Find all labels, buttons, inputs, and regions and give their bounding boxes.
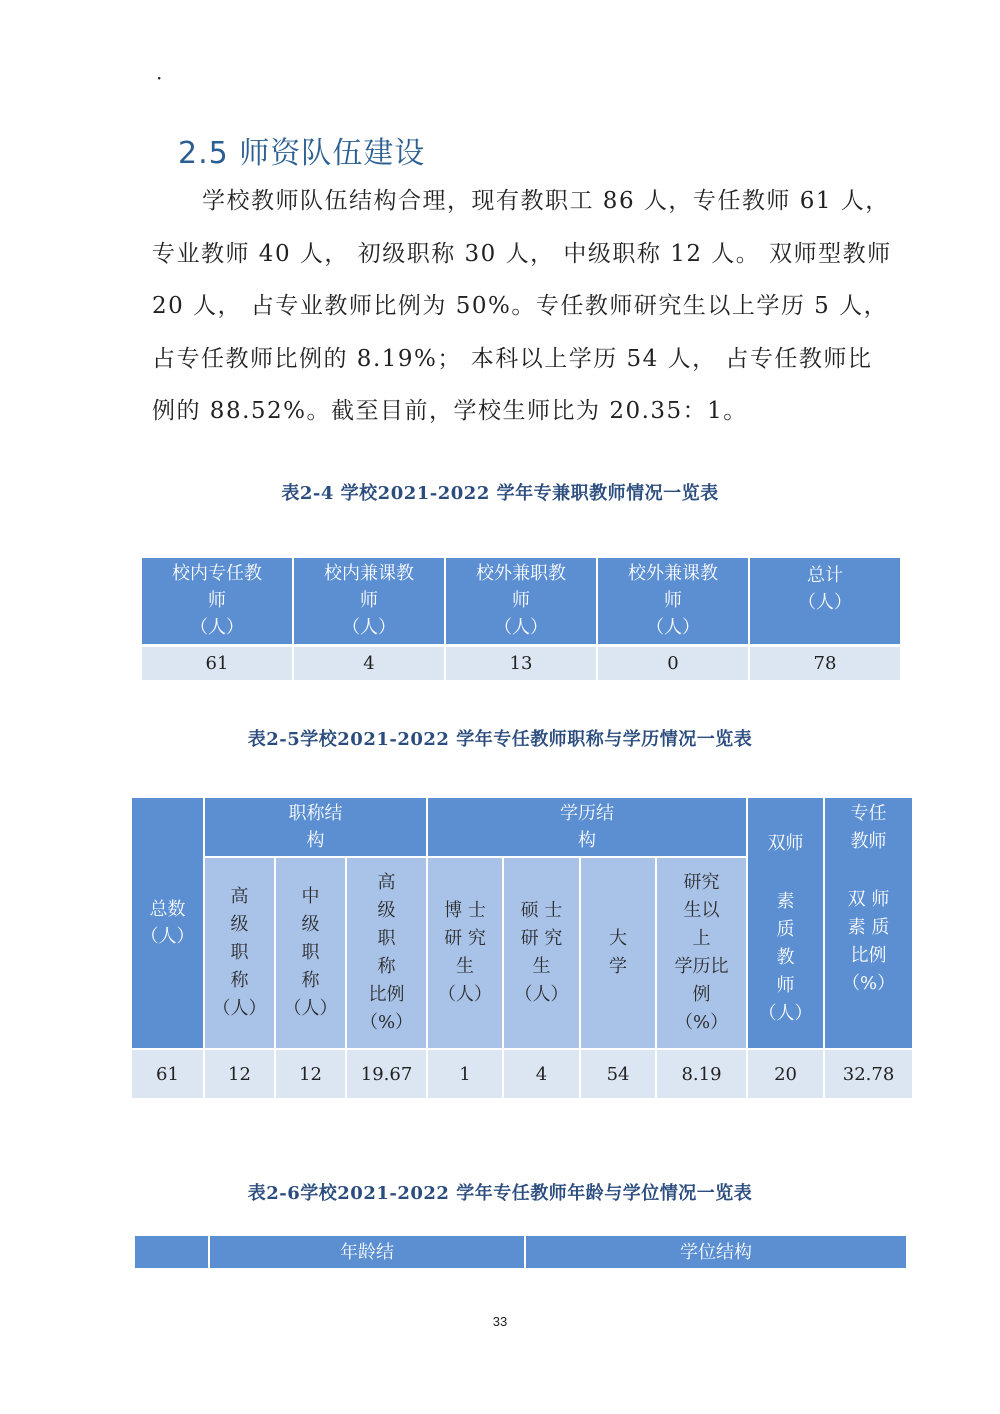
table-2-4 (140, 556, 902, 683)
page-number: 33 (492, 1314, 508, 1329)
table-2-5-caption: 表2-5学校2021-2022 学年专任教师职称与学历情况一览表 (247, 729, 753, 750)
table-cell: 8.19 (656, 1049, 747, 1099)
header-cell: 校外兼课教 师 （人） (597, 557, 749, 645)
header-senior-ratio: 高 级 职 称 比例 （%） (346, 857, 427, 1049)
header-cell: 总计 （人） (749, 557, 901, 645)
table-2-6 (133, 1234, 908, 1270)
header-postgrad-ratio: 研究 生以 上 学历比 例 （%） (656, 857, 747, 1049)
table-cell: 78 (749, 645, 901, 681)
table-cell: 4 (503, 1049, 580, 1099)
table-cell: 61 (131, 1049, 204, 1099)
table-2-5 (130, 796, 914, 1100)
header-total: 总数 （人） (131, 797, 204, 1049)
table-cell: 54 (580, 1049, 656, 1099)
paragraph-line: 专业教师 40 人， 初级职称 30 人， 中级职称 12 人。 双师型教师 (152, 240, 892, 267)
paragraph-line: 学校教师队伍结构合理，现有教职工 86 人，专任教师 61 人， (202, 188, 890, 214)
table-cell: 19.67 (346, 1049, 427, 1099)
header-bachelor: 大 学 (580, 857, 656, 1049)
body-paragraph (152, 175, 892, 438)
table-2-6-caption: 表2-6学校2021-2022 学年专任教师年龄与学位情况一览表 (247, 1183, 753, 1204)
header-middle-title: 中 级 职 称 （人） (275, 857, 346, 1049)
paragraph-line: 20 人， 占专业教师比例为 50%。专任教师研究生以上学历 5 人， (152, 293, 889, 319)
header-master: 硕 士 研 究 生 （人） (503, 857, 580, 1049)
table-cell: 61 (141, 645, 293, 681)
header-dual-ratio: 专任 教师 双 师 素 质 比例 （%） (824, 797, 913, 1049)
table-cell: 32.78 (824, 1049, 913, 1099)
header-cell: 校外兼职教 师 （人） (445, 557, 597, 645)
header-degree-group: 学位结构 (525, 1235, 907, 1269)
header-cell: 校内专任教 师 （人） (141, 557, 293, 645)
header-dual-teachers: 双师 素 质 教 师 （人） (747, 797, 824, 1049)
table-cell: 4 (293, 645, 445, 681)
table-cell: 13 (445, 645, 597, 681)
header-title-group: 职称结 构 (204, 797, 427, 857)
header-education-group: 学历结 构 (427, 797, 747, 857)
paragraph-line: 占专任教师比例的 8.19%； 本科以上学历 54 人， 占专任教师比 (152, 345, 873, 372)
table-2-4-caption: 表2-4 学校2021-2022 学年专兼职教师情况一览表 (281, 483, 719, 504)
table-cell: 0 (597, 645, 749, 681)
table-cell: 1 (427, 1049, 503, 1099)
header-cell (134, 1235, 209, 1269)
bullet-mark: · (156, 66, 163, 90)
header-age-group: 年龄结 (209, 1235, 525, 1269)
header-cell: 校内兼课教 师 （人） (293, 557, 445, 645)
header-senior-title: 高 级 职 称 （人） (204, 857, 275, 1049)
table-cell: 20 (747, 1049, 824, 1099)
table-cell: 12 (275, 1049, 346, 1099)
section-heading: 2.5 师资队伍建设 (178, 136, 426, 171)
paragraph-line: 例的 88.52%。截至目前，学校生师比为 20.35：1。 (152, 398, 748, 424)
header-doctorate: 博 士 研 究 生 （人） (427, 857, 503, 1049)
table-cell: 12 (204, 1049, 275, 1099)
